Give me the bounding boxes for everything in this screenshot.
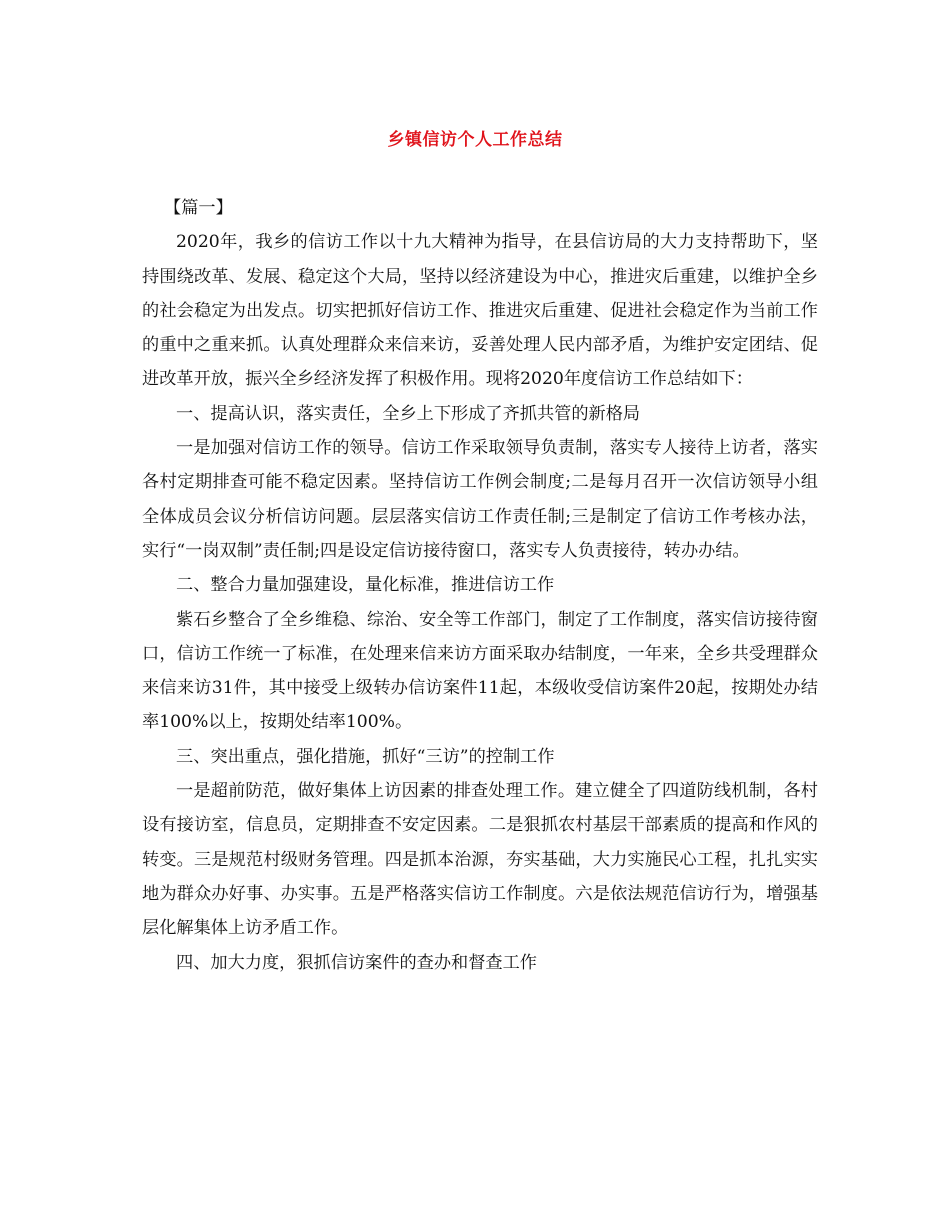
paragraph-section-1: 一是加强对信访工作的领导。信访工作采取领导负责制，落实专人接待上访者，落实各村定期排查可能不稳定因素。坚持信访工作例会制度;二是每月召开一次信访领导小组全体成员会议分析信访问题。层层落实信访工作责任制;三是制定了信访工作考核办法，实行“一岗双制”责任制;四是设定信访接待窗口，落实专人负责接待，转办办结。 [142, 438, 818, 561]
paragraph-intro: 2020年，我乡的信访工作以十九大精神为指导，在县信访局的大力支持帮助下，坚持围绕改革、发展、稳定这个大局，坚持以经济建设为中心，推进灾后重建，以维护全乡的社会稳定为出发点。切实把抓好信访工作、推进灾后重建、促进社会稳定作为当前工作的重中之重来抓。认真处理群众来信来访，妥善处理人民内部矛盾，为维护安定团结、促进改革开放，振兴全乡经济发挥了积极作用。现将2020年度信访工作总结如下： [142, 232, 818, 390]
paragraph-section-2: 紫石乡整合了全乡维稳、综治、安全等工作部门，制定了工作制度，落实信访接待窗口，信访工作统一了标准，在处理来信来访方面采取办结制度，一年来，全乡共受理群众来信来访31件，其中接受上级转办信访案件11起，本级收受信访案件20起，按期处办结率100%以上，按期处结率100%。 [142, 609, 818, 733]
document-body [142, 191, 818, 980]
heading-section-1: 一、提高认识，落实责任，全乡上下形成了齐抓共管的新格局 [176, 403, 641, 424]
heading-section-2: 二、整合力量加强建设，量化标准，推进信访工作 [176, 575, 555, 596]
heading-section-4: 四、加大力度，狠抓信访案件的查办和督查工作 [176, 952, 537, 973]
heading-section-3: 三、突出重点，强化措施，抓好“三访”的控制工作 [176, 746, 555, 767]
section-marker: 【篇一】 [164, 198, 233, 218]
paragraph-section-3: 一是超前防范，做好集体上访因素的排查处理工作。建立健全了四道防线机制，各村设有接访室，信息员，定期排查不安定因素。二是狠抓农村基层干部素质的提高和作风的转变。三是规范村级财务管理。四是抓本治源，夯实基础，大力实施民心工程，扎扎实实地为群众办好事、办实事。五是严格落实信访工作制度。六是依法规范信访行为，增强基层化解集体上访矛盾工作。 [142, 781, 818, 939]
document-title: 乡镇信访个人工作总结 [387, 130, 563, 150]
